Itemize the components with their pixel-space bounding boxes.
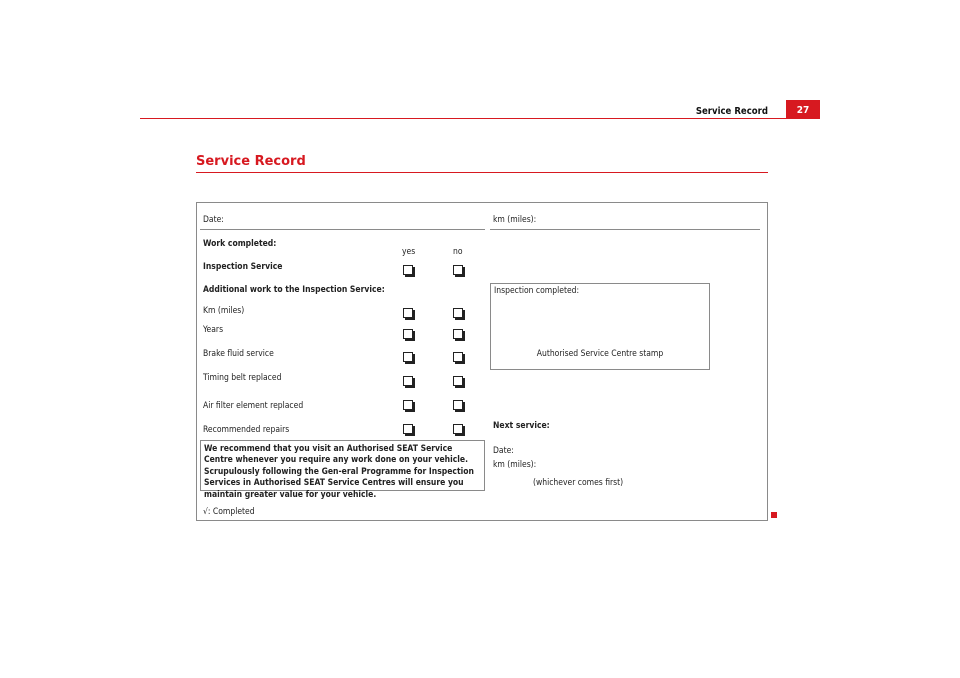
section-title: Service Record xyxy=(196,154,306,169)
next-date-label: Date: xyxy=(493,446,514,456)
item-label-km: Km (miles) xyxy=(203,306,245,316)
whichever-first-note: (whichever comes first) xyxy=(533,478,624,488)
km-yes-checkbox[interactable] xyxy=(403,308,413,318)
inspection-completed-label: Inspection completed: xyxy=(494,286,580,296)
additional-work-label: Additional work to the Inspection Service: xyxy=(203,285,385,295)
inspection-service-label: Inspection Service xyxy=(203,262,283,272)
item-label-recommended-repairs: Recommended repairs xyxy=(203,425,290,435)
next-service-label: Next service: xyxy=(493,421,550,431)
section-divider xyxy=(196,172,768,173)
item-label-years: Years xyxy=(203,325,224,335)
item-label-timing-belt: Timing belt replaced xyxy=(203,373,282,383)
km-label: km (miles): xyxy=(493,215,537,225)
timing-belt-no-checkbox[interactable] xyxy=(453,376,463,386)
yes-column-label: yes xyxy=(402,247,416,257)
end-of-section-marker xyxy=(771,512,777,518)
km-no-checkbox[interactable] xyxy=(453,308,463,318)
next-km-label: km (miles): xyxy=(493,460,537,470)
recommended-repairs-yes-checkbox[interactable] xyxy=(403,424,413,434)
timing-belt-yes-checkbox[interactable] xyxy=(403,376,413,386)
work-completed-label: Work completed: xyxy=(203,239,277,249)
date-label: Date: xyxy=(203,215,224,225)
header-divider xyxy=(140,118,820,119)
air-filter-no-checkbox[interactable] xyxy=(453,400,463,410)
running-header-title: Service Record xyxy=(695,106,768,117)
inspection-service-yes-checkbox[interactable] xyxy=(403,265,413,275)
no-column-label: no xyxy=(453,247,463,257)
recommendation-notice: We recommend that you visit an Authorised SEAT Service Centre whenever you require any work done on your vehicle. Scrupulously following the Gen-eral Programme for Inspection Services in Authorised SEAT Service Centres will ensure you maintain greater value for your vehicle. xyxy=(200,440,485,491)
years-yes-checkbox[interactable] xyxy=(403,329,413,339)
stamp-label: Authorised Service Centre stamp xyxy=(536,349,664,359)
brake-fluid-yes-checkbox[interactable] xyxy=(403,352,413,362)
inspection-service-no-checkbox[interactable] xyxy=(453,265,463,275)
km-underline xyxy=(490,229,760,230)
completed-legend: √: Completed xyxy=(203,507,255,517)
item-label-brake-fluid: Brake fluid service xyxy=(203,349,274,359)
brake-fluid-no-checkbox[interactable] xyxy=(453,352,463,362)
air-filter-yes-checkbox[interactable] xyxy=(403,400,413,410)
years-no-checkbox[interactable] xyxy=(453,329,463,339)
date-underline xyxy=(200,229,485,230)
item-label-air-filter: Air filter element replaced xyxy=(203,401,304,411)
page-number-badge: 27 xyxy=(786,100,820,119)
recommended-repairs-no-checkbox[interactable] xyxy=(453,424,463,434)
